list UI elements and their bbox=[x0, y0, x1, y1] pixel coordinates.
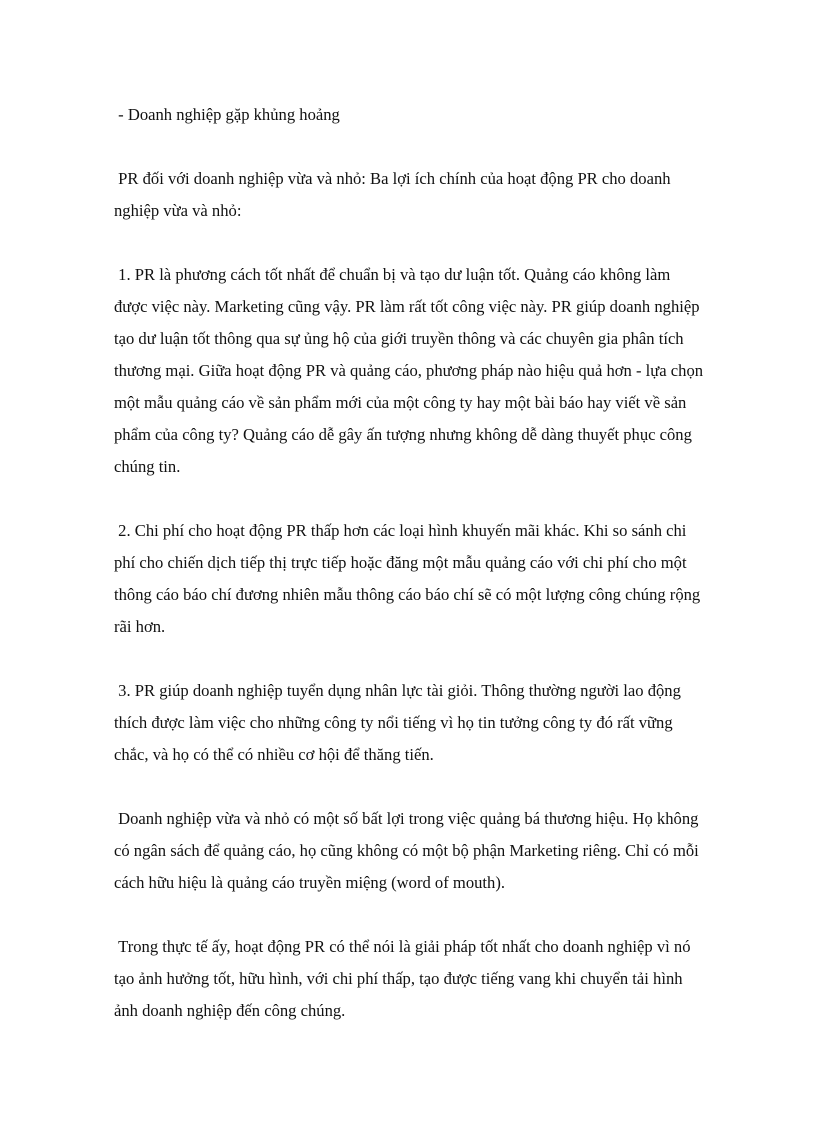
paragraph-benefit-3: 3. PR giúp doanh nghiệp tuyển dụng nhân lực tài giỏi. Thông thường người lao động thích được làm việc cho những công ty nổi tiếng vì họ tin tưởng công ty đó rất vững chắc, và họ có thể có nhiều cơ hội để thăng tiến. bbox=[114, 681, 686, 764]
paragraph-benefit-2: 2. Chi phí cho hoạt động PR thấp hơn các loại hình khuyến mãi khác. Khi so sánh chi phí cho chiến dịch tiếp thị trực tiếp hoặc đăng một mẫu quảng cáo với chi phí cho một thông cáo báo chí đương nhiên mẫu thông cáo báo chí sẽ có một lượng công chúng rộng rãi hơn. bbox=[114, 521, 705, 636]
paragraph-sme-disadvantages: Doanh nghiệp vừa và nhỏ có một số bất lợi trong việc quảng bá thương hiệu. Họ không có ngân sách để quảng cáo, họ cũng không có một bộ phận Marketing riêng. Chỉ có mỗi cách hữu hiệu là quảng cáo truyền miệng (word of mouth). bbox=[114, 809, 703, 892]
paragraph-spacer bbox=[114, 227, 704, 259]
paragraph-spacer bbox=[114, 899, 704, 931]
paragraph-conclusion: Trong thực tế ấy, hoạt động PR có thể nói là giải pháp tốt nhất cho doanh nghiệp vì nó tạo ảnh hưởng tốt, hữu hình, với chi phí thấp, tạo được tiếng vang khi chuyển tải hình ảnh doanh nghiệp đến công chúng. bbox=[114, 937, 695, 1020]
document-body bbox=[114, 99, 708, 1027]
paragraph-crisis-item: - Doanh nghiệp gặp khủng hoảng bbox=[114, 105, 340, 124]
paragraph-spacer bbox=[114, 771, 704, 803]
paragraph-spacer bbox=[114, 131, 704, 163]
paragraph-pr-sme-intro: PR đối với doanh nghiệp vừa và nhỏ: Ba lợi ích chính của hoạt động PR cho doanh nghiệp vừa và nhỏ: bbox=[114, 169, 675, 220]
paragraph-spacer bbox=[114, 483, 704, 515]
paragraph-spacer bbox=[114, 643, 704, 675]
paragraph-benefit-1: 1. PR là phương cách tốt nhất để chuẩn bị và tạo dư luận tốt. Quảng cáo không làm được việc này. Marketing cũng vậy. PR làm rất tốt công việc này. PR giúp doanh nghiệp tạo dư luận tốt thông qua sự ủng hộ của giới truyền thông và các chuyên gia phân tích thương mại. Giữa hoạt động PR và quảng cáo, phương pháp nào hiệu quả hơn - lựa chọn một mẫu quảng cáo về sản phẩm mới của một công ty hay một bài báo hay viết về sản phẩm của công ty? Quảng cáo dễ gây ấn tượng nhưng không dễ dàng thuyết phục công chúng tin. bbox=[114, 265, 708, 476]
